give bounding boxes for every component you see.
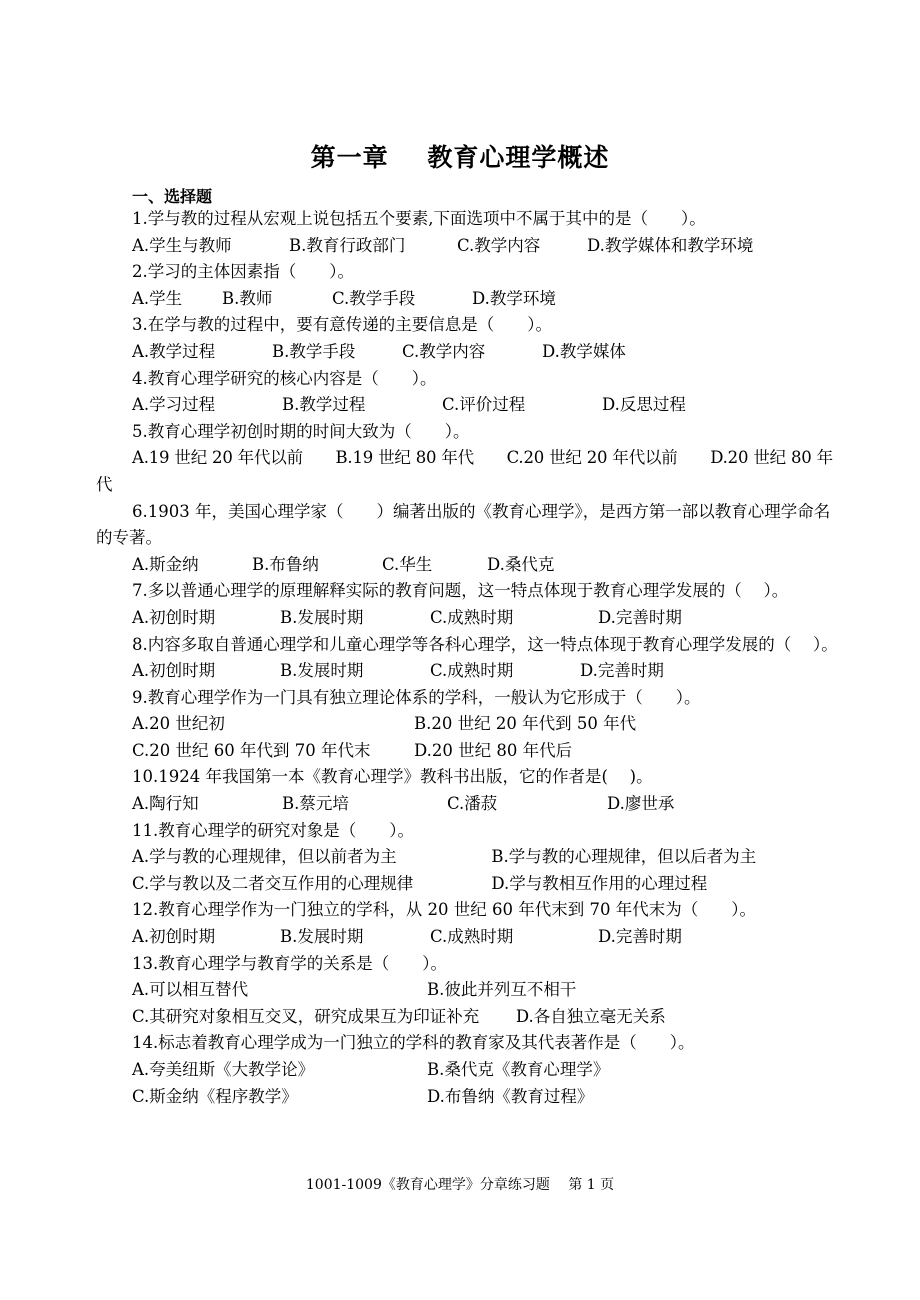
option-d: D.完善时期 xyxy=(598,927,682,947)
options-row xyxy=(96,552,841,579)
question-5: 5.教育心理学初创时期的时间大致为（ ）。 xyxy=(132,421,470,441)
option-b: B.教学过程 xyxy=(282,395,366,415)
option-a: A.学生与教师 xyxy=(132,235,232,255)
section-heading: 一、选择题 xyxy=(132,187,213,206)
options-row xyxy=(96,1084,841,1111)
question-3: 3.在学与教的过程中，要有意传递的主要信息是（ ）。 xyxy=(132,315,552,335)
option-c: C.潘菽 xyxy=(447,794,498,814)
question-4: 4.教育心理学研究的核心内容是（ ）。 xyxy=(132,368,437,388)
option-d: D.教学媒体和教学环境 xyxy=(587,235,754,255)
options-row xyxy=(96,871,841,898)
option-a: A.初创时期 xyxy=(132,927,216,947)
option-c: C.评价过程 xyxy=(442,395,526,415)
question-2: 2.学习的主体因素指（ ）。 xyxy=(132,262,354,282)
question-list xyxy=(96,206,841,1110)
options-row xyxy=(96,738,841,765)
option-b: B.蔡元培 xyxy=(282,794,349,814)
option-d: D.学与教相互作用的心理过程 xyxy=(491,873,708,893)
question-11: 11.教育心理学的研究对象是（ ）。 xyxy=(132,820,414,840)
option-a: A.学习过程 xyxy=(132,395,216,415)
option-a: A.可以相互替代 xyxy=(132,980,249,1000)
question-9: 9.教育心理学作为一门具有独立理论体系的学科，一般认为它形成于（ ）。 xyxy=(132,687,701,707)
option-b: B.彼此并列互不相干 xyxy=(427,980,577,1000)
options-row xyxy=(96,339,841,366)
option-a: A.20 世纪初 xyxy=(132,714,225,734)
option-c: C.学与教以及二者交互作用的心理规律 xyxy=(132,873,414,893)
question-12: 12.教育心理学作为一门独立的学科，从 20 世纪 60 年代末到 70 年代末为（ ）。 xyxy=(132,900,756,920)
option-a: A.斯金纳 xyxy=(132,554,199,574)
option-a: A.教学过程 xyxy=(132,341,216,361)
chapter-title: 第一章 教育心理学概述 xyxy=(310,143,610,172)
options-row xyxy=(96,392,841,419)
options-row xyxy=(96,233,841,260)
option-d: D.教学媒体 xyxy=(542,341,626,361)
option-b: B.发展时期 xyxy=(280,661,364,681)
option-b: B.布鲁纳 xyxy=(252,554,319,574)
option-c: C.华生 xyxy=(382,554,433,574)
option-c: C.教学手段 xyxy=(332,288,416,308)
question-10: 10.1924 年我国第一本《教育心理学》教科书出版，它的作者是( )。 xyxy=(132,767,653,787)
option-b: B.发展时期 xyxy=(280,607,364,627)
page-footer: 1001-1009《教育心理学》分章练习题 第 1 页 xyxy=(305,1177,615,1193)
option-a: A.初创时期 xyxy=(132,607,216,627)
question-13: 13.教育心理学与教育学的关系是（ ）。 xyxy=(132,953,447,973)
option-a: A.陶行知 xyxy=(132,794,199,814)
option-c: C.成熟时期 xyxy=(430,607,514,627)
options-row xyxy=(96,1057,841,1084)
options-row: A.19 世纪 20 年代以前 B.19 世纪 80 年代 C.20 世纪 20 年代以前 D.20 世纪 80 年代 xyxy=(96,448,833,494)
option-d: D.完善时期 xyxy=(580,661,664,681)
option-b: B.发展时期 xyxy=(280,927,364,947)
option-d: D.桑代克 xyxy=(487,554,555,574)
option-c: C.教学内容 xyxy=(457,235,541,255)
option-b: B.教学手段 xyxy=(272,341,356,361)
option-d: D.完善时期 xyxy=(598,607,682,627)
options-row xyxy=(96,711,841,738)
option-d: D.各自独立毫无关系 xyxy=(515,1006,666,1026)
question-1: 1.学与教的过程从宏观上说包括五个要素,下面选项中不属于其中的是（ ）。 xyxy=(132,209,706,228)
option-d: D.20 世纪 80 年代后 xyxy=(414,740,573,760)
question-7: 7.多以普通心理学的原理解释实际的教育问题，这一特点体现于教育心理学发展的（ ）。 xyxy=(132,581,789,601)
option-b: B.教师 xyxy=(222,288,273,308)
option-d: D.反思过程 xyxy=(602,395,686,415)
option-a: A.夸美纽斯《大教学论》 xyxy=(132,1060,315,1079)
question-6: 6.1903 年，美国心理学家（ ）编著出版的《教育心理学》，是西方第一部以教育心理学命名的专著。 xyxy=(96,501,831,548)
option-b: B.学与教的心理规律，但以后者为主 xyxy=(491,847,757,867)
option-a: A.学生 xyxy=(132,288,183,308)
options-row xyxy=(96,658,841,685)
question-14: 14.标志着教育心理学成为一门独立的学科的教育家及其代表著作是（ ）。 xyxy=(132,1033,695,1053)
option-c: C.斯金纳《程序教学》 xyxy=(132,1086,298,1106)
question-8: 8.内容多取自普通心理学和儿童心理学等各科心理学，这一特点体现于教育心理学发展的（ ）。 xyxy=(132,634,838,654)
option-b: B.桑代克《教育心理学》 xyxy=(427,1060,610,1079)
option-d: D.廖世承 xyxy=(607,794,675,814)
options-row xyxy=(96,1004,841,1031)
option-b: B.20 世纪 20 年代到 50 年代 xyxy=(414,714,637,734)
options-row xyxy=(96,286,841,313)
option-a: A.初创时期 xyxy=(132,661,216,681)
option-b: B.教育行政部门 xyxy=(289,235,406,255)
option-c: C.成熟时期 xyxy=(430,927,514,947)
options-row xyxy=(96,605,841,632)
option-c: C.教学内容 xyxy=(402,341,486,361)
options-row xyxy=(96,924,841,951)
option-c: C.成熟时期 xyxy=(430,661,514,681)
option-d: D.布鲁纳《教育过程》 xyxy=(427,1086,594,1106)
option-c: C.其研究对象相互交叉，研究成果互为印证补充 xyxy=(132,1006,480,1026)
option-d: D.教学环境 xyxy=(472,288,556,308)
options-row xyxy=(96,791,841,818)
option-c: C.20 世纪 60 年代到 70 年代末 xyxy=(132,740,371,760)
option-a: A.学与教的心理规律，但以前者为主 xyxy=(132,847,397,867)
options-row xyxy=(96,844,841,871)
options-row xyxy=(96,977,841,1004)
